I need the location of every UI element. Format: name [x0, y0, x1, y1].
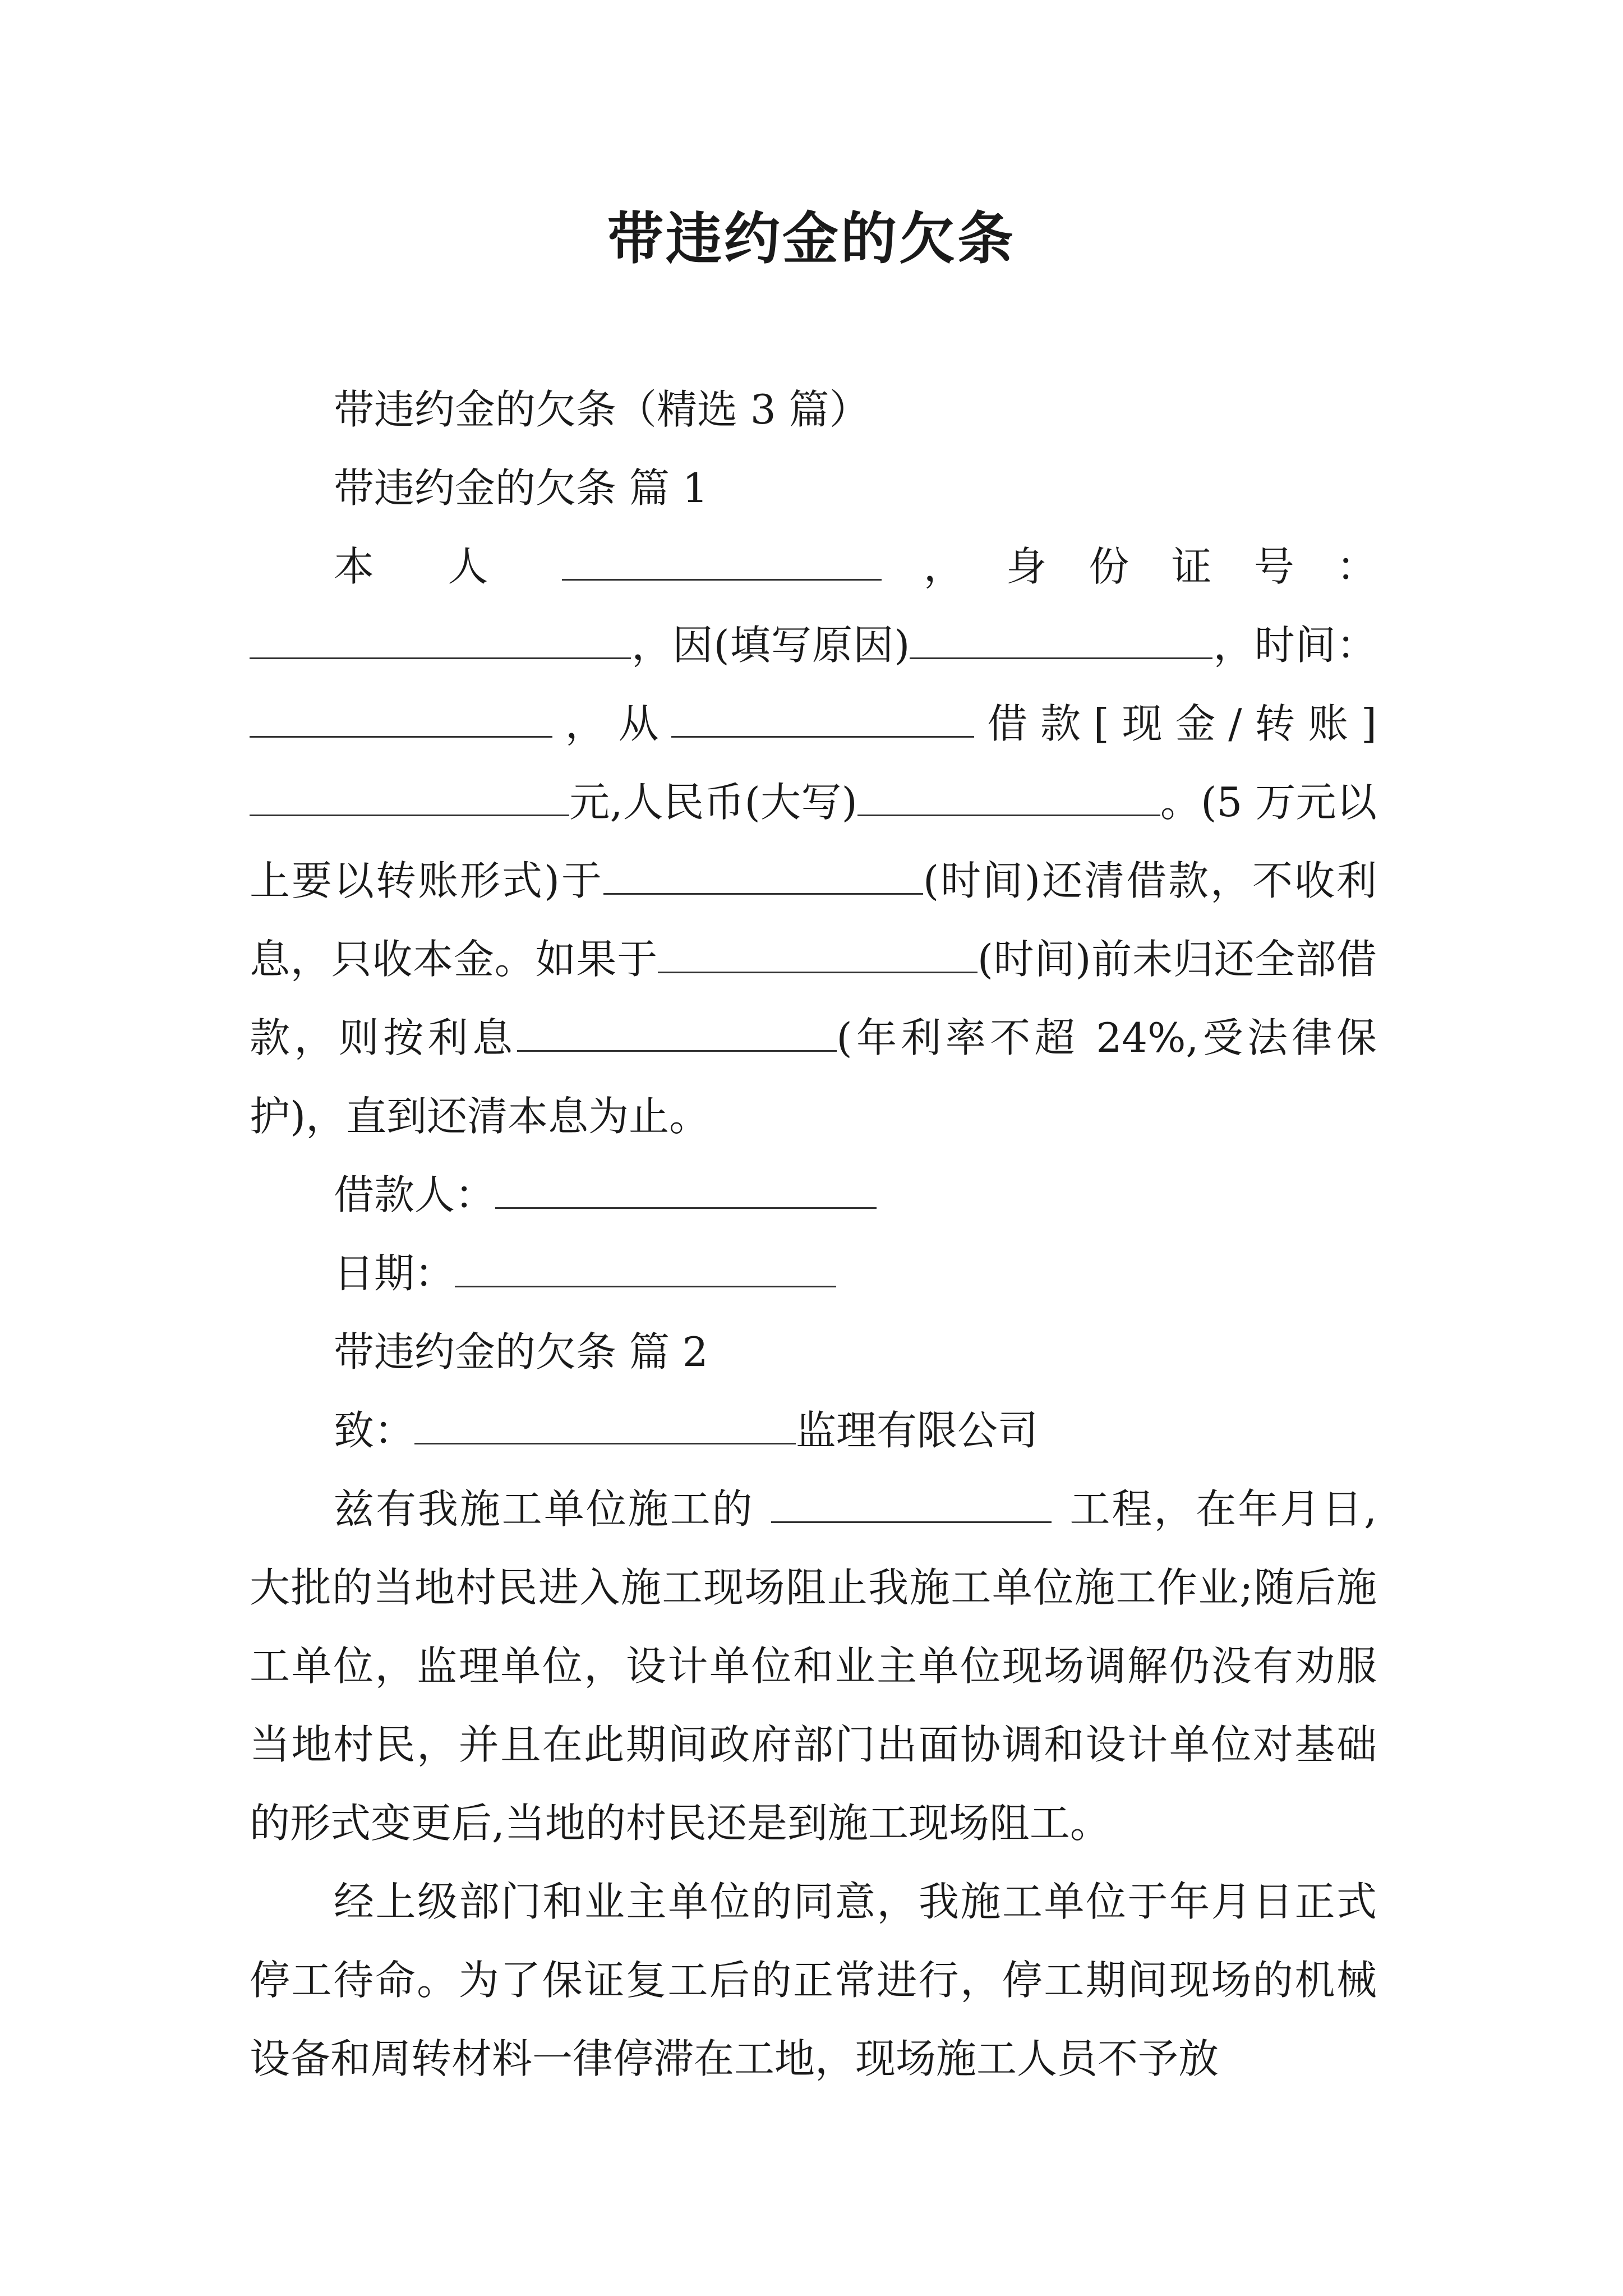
- para1-rest: 工程，在年月日,大批的当地村民进入施工现场阻止我施工单位施工作业;随后施工单位，监理单位，设计单位和业主单位现场调解仍没有劝服当地村民，并且在此期间政府部门出面协调和设计单位对基础的形式变更后,当地的村民还是到施工现场阻工。: [250, 1485, 1377, 1847]
- date-blank[interactable]: [455, 1250, 836, 1287]
- repay-label: (时间)还清借款，不收利息，只收本金。如果于: [250, 857, 1377, 983]
- id-number-blank[interactable]: [250, 622, 631, 659]
- name-blank[interactable]: [562, 543, 882, 581]
- note-label: 。(5 万元以上要以转账形式)于: [250, 779, 1377, 904]
- document-body: [250, 370, 1377, 2098]
- section1-paragraph: [250, 527, 1377, 1156]
- reason-blank[interactable]: [910, 622, 1212, 659]
- date-label: 日期：: [334, 1250, 455, 1297]
- self-label: 本人: [334, 543, 562, 590]
- amount-uppercase-blank[interactable]: [857, 779, 1160, 816]
- borrower-signature-blank[interactable]: [495, 1171, 877, 1209]
- borrower-line: [250, 1156, 1377, 1234]
- time-label: ，时间：: [1212, 622, 1377, 669]
- section1-heading: 带违约金的欠条 篇 1: [334, 464, 708, 512]
- section2-heading: 带违约金的欠条 篇 2: [334, 1328, 708, 1375]
- amount-blank[interactable]: [250, 779, 569, 816]
- section2-paragraph-2: 经上级部门和业主单位的同意，我施工单位于年月日正式停工待命。为了保证复工后的正常进行，停工期间现场的机械设备和周转材料一律停滞在工地，现场施工人员不予放: [250, 1878, 1377, 2082]
- to-label: 致：: [334, 1407, 415, 1454]
- section2-paragraph-1: [250, 1470, 1377, 1862]
- overdue-label: (时间)前未归还全部借款，则按利息: [250, 936, 1377, 1061]
- time-blank[interactable]: [250, 700, 552, 738]
- company-suffix: 监理有限公司: [796, 1407, 1039, 1454]
- date-line: [250, 1234, 1377, 1313]
- lender-blank[interactable]: [671, 700, 974, 738]
- interest-blank[interactable]: [517, 1014, 837, 1052]
- rate-label: (年利率不超 24%,受法律保护)，直到还清本息为止。: [250, 1014, 1377, 1140]
- borrow-label: 借款[现金/转账]: [974, 700, 1377, 747]
- recipient-line: [250, 1391, 1377, 1470]
- yuan-label: 元,人民币(大写): [569, 779, 857, 826]
- from-label: ，从: [552, 700, 672, 747]
- para1-start: 兹有我施工单位施工的: [334, 1485, 754, 1533]
- reason-label: ，因(填写原因): [631, 622, 910, 669]
- id-label: ，身份证号：: [881, 543, 1377, 590]
- repay-time-blank[interactable]: [603, 857, 923, 895]
- overdue-time-blank[interactable]: [658, 936, 978, 973]
- borrower-label: 借款人：: [334, 1171, 496, 1218]
- company-blank[interactable]: [414, 1407, 796, 1444]
- project-blank[interactable]: [771, 1485, 1052, 1523]
- intro-line: 带违约金的欠条（精选 3 篇）: [334, 386, 870, 433]
- document-title: 带违约金的欠条: [607, 205, 1016, 272]
